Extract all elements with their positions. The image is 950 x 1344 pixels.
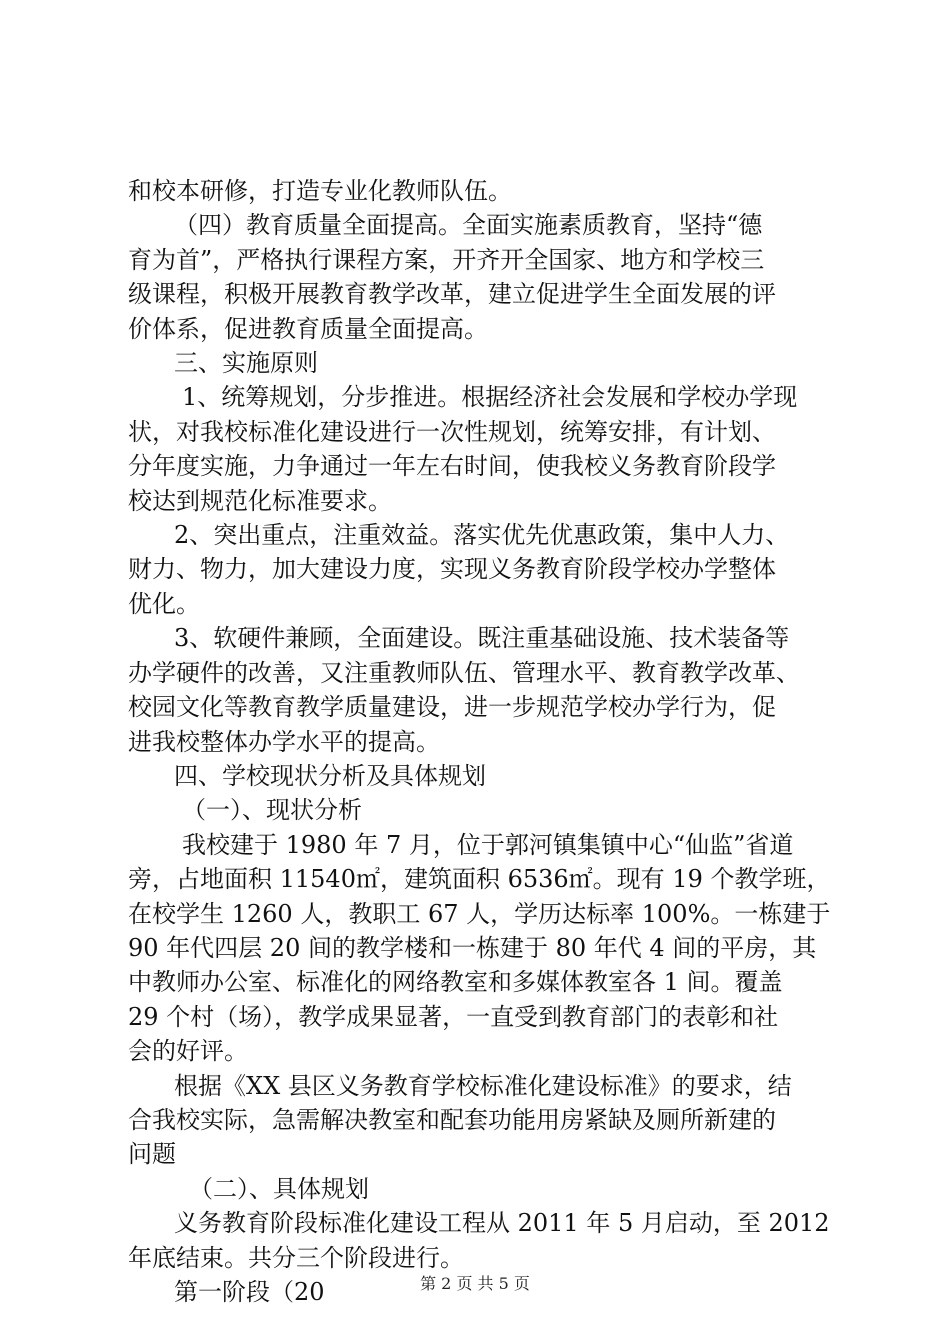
subsection-heading: （一）、现状分析: [182, 796, 362, 825]
paragraph-start-line: 义务教育阶段标准化建设工程从 2011 年 5 月启动，至 2012: [174, 1209, 830, 1238]
paragraph-start-line: 我校建于 1980 年 7 月，位于郭河镇集镇中心“仙监”省道: [182, 830, 794, 859]
text-line: 办学硬件的改善，又注重教师队伍、管理水平、教育教学改革、: [128, 658, 800, 687]
paragraph-start-line: （四）教育质量全面提高。全面实施素质教育，坚持“德: [174, 211, 763, 240]
subsection-heading: （二）、具体规划: [189, 1174, 369, 1203]
text-line: 会的好评。: [128, 1037, 248, 1066]
document-body: [128, 174, 834, 1309]
paragraph-start-line: 1、统筹规划，分步推进。根据经济社会发展和学校办学现: [182, 383, 798, 412]
text-line: 级课程，积极开展教育教学改革，建立促进学生全面发展的评: [128, 280, 776, 309]
text-line: 问题: [128, 1140, 176, 1169]
text-line: 优化。: [128, 589, 200, 618]
text-line: 合我校实际，急需解决教室和配套功能用房紧缺及厕所新建的: [128, 1105, 776, 1134]
paragraph-start-line: 根据《XX 县区义务教育学校标准化建设标准》的要求，结: [174, 1071, 792, 1100]
text-line: 价体系，促进教育质量全面提高。: [128, 314, 488, 343]
text-line: 年底结束。共分三个阶段进行。: [128, 1243, 464, 1272]
section-heading: 四、学校现状分析及具体规划: [174, 761, 486, 790]
text-line: 校达到规范化标准要求。: [128, 486, 392, 515]
text-line: 90 年代四层 20 间的教学楼和一栋建于 80 年代 4 间的平房，其: [128, 933, 817, 962]
text-line: 旁，占地面积 11540㎡，建筑面积 6536㎡。现有 19 个教学班，: [128, 865, 831, 894]
text-line: 财力、物力，加大建设力度，实现义务教育阶段学校办学整体: [128, 555, 776, 584]
paragraph-start-line: 2、突出重点，注重效益。落实优先优惠政策，集中人力、: [174, 521, 790, 550]
text-line: 校园文化等教育教学质量建设，进一步规范学校办学行为，促: [128, 693, 776, 722]
text-line: 和校本研修，打造专业化教师队伍。: [128, 177, 512, 205]
text-line: 分年度实施，力争通过一年左右时间，使我校义务教育阶段学: [128, 452, 776, 481]
text-line: 进我校整体办学水平的提高。: [128, 727, 440, 756]
paragraph-start-line: 3、软硬件兼顾，全面建设。既注重基础设施、技术装备等: [174, 624, 790, 653]
text-line: 育为首”，严格执行课程方案，开齐开全国家、地方和学校三: [128, 245, 765, 274]
text-line: 在校学生 1260 人，教职工 67 人，学历达标率 100%。一栋建于: [128, 899, 831, 928]
section-heading: 三、实施原则: [174, 349, 318, 378]
page-number-footer: 第 2 页 共 5 页: [420, 1274, 530, 1293]
text-line: 29 个村（场），教学成果显著，一直受到教育部门的表彰和社: [128, 1002, 779, 1031]
paragraph-start-line: 第一阶段（20: [174, 1278, 325, 1306]
text-line: 状，对我校标准化建设进行一次性规划，统筹安排，有计划、: [128, 417, 776, 446]
text-line: 中教师办公室、标准化的网络教室和多媒体教室各 1 间。覆盖: [128, 968, 783, 997]
